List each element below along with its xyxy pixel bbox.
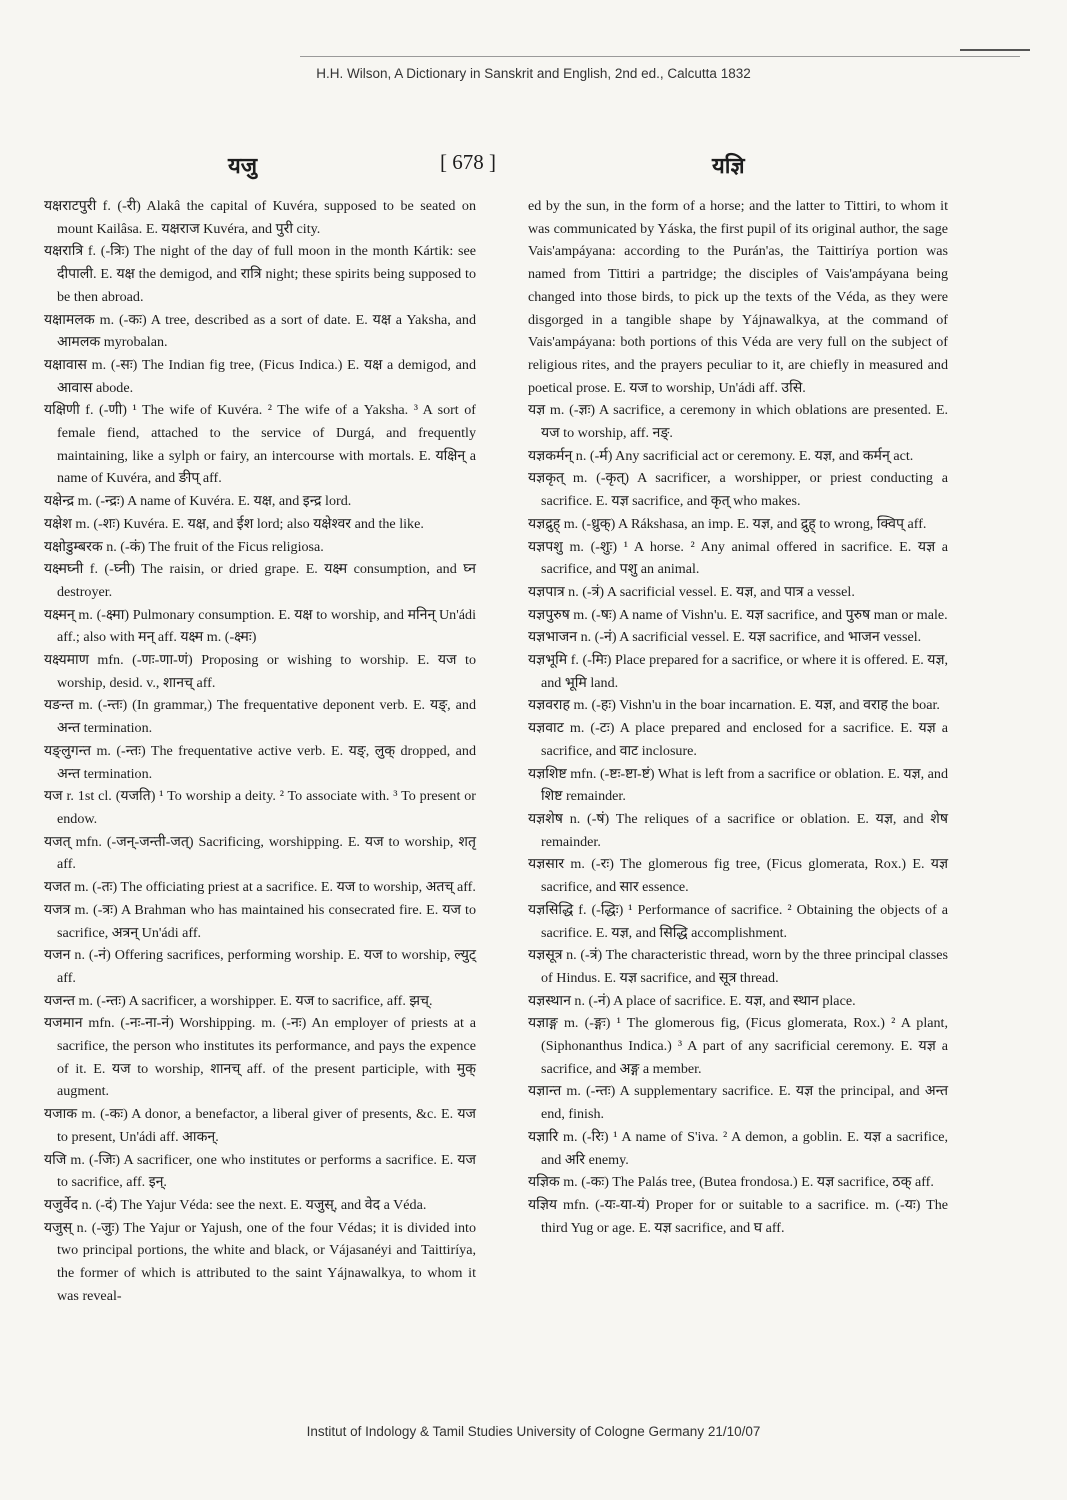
dictionary-entry: यजुर्वेद n. (-दं) The Yajur Véda: see the next. E. यजुस्, and वेद a Véda. <box>44 1196 427 1213</box>
dictionary-entry: यजन n. (-नं) Offering sacrifices, performing worship. E. यज to worship, ल्युट् aff. <box>44 947 476 986</box>
dictionary-entry: यक्षरात्रि f. (-त्रिः) The night of the day of full moon in the month Kártik: see दीपाली. E. यक्ष the demigod, and रात्रि night; these spirits being supposed to be then abroad. <box>44 243 476 305</box>
page-number: [ 678 ] <box>440 150 496 174</box>
dictionary-entry: यजमान mfn. (-नः-ना-नं) Worshipping. m. (-नः) An employer of priests at a sacrifice, the person who institutes its performance, and pays the expence of it. E. यज to worship, शानच् aff. of the present participle, with मुक् augment. <box>44 1015 476 1100</box>
dictionary-entry: यक्ष्यमाण mfn. (-णः-णा-णं) Proposing or wishing to worship. E. यज to worship, desid. v., शानच् aff. <box>44 652 476 691</box>
dictionary-entry: यजत् mfn. (-जन्-जन्ती-जत्) Sacrificing, worshipping. E. यज to worship, शतृ aff. <box>44 833 476 873</box>
scan-rule <box>300 56 1020 57</box>
dictionary-entry: यक्षावास m. (-सः) The Indian fig tree, (Ficus Indica.) E. यक्ष a demigod, and आवास abode. <box>44 356 476 396</box>
dictionary-entry: यज्ञ m. (-ज्ञः) A sacrifice, a ceremony in which oblations are presented. E. यज to worship, aff. नङ्. <box>528 402 948 442</box>
dictionary-entry: यज्ञपशु m. (-शुः) ¹ A horse. ² Any animal offered in sacrifice. E. यज्ञ a sacrifice, and पशु an animal. <box>528 538 948 578</box>
dictionary-entry: यजाक m. (-कः) A donor, a benefactor, a liberal giver of presents, &c. E. यज to present, Un'ádi aff. आकन्. <box>44 1106 476 1145</box>
dictionary-entry: यक्षेश m. (-शः) Kuvéra. E. यक्ष, and ईश lord; also यक्षेश्वर and the like. <box>44 515 424 532</box>
dictionary-entry: यजुस् n. (-जुः) The Yajur or Yajush, one of the four Védas; it is divided into two principal portions, the white and black, or Vájasanéyi and Taittiríya, the former of which is attributed to the saint Yájnawalkya, to whom it was reveal- <box>44 1219 476 1304</box>
right-column <box>528 195 948 1239</box>
dictionary-entry: यक्षिणी f. (-णी) ¹ The wife of Kuvéra. ² The wife of a Yaksha. ³ A sort of female fiend, attached to the service of Durgá, and frequently maintaining, like a sylph or fairy, an intercourse with mortals. E. यक्षिन् a name of Kuvéra, and ङीप् aff. <box>44 402 476 487</box>
dictionary-entry: यज्ञशेष n. (-षं) The reliques of a sacrifice or oblation. E. यज्ञ, and शेष remainder. <box>528 810 948 850</box>
left-headword: यजु <box>228 153 258 178</box>
dictionary-entry: यज्ञसार m. (-रः) The glomerous fig tree, (Ficus glomerata, Rox.) E. यज्ञ sacrifice, and सार essence. <box>528 856 948 896</box>
dictionary-entry: यक्ष्मन् m. (-क्ष्मा) Pulmonary consumption. E. यक्ष to worship, and मनिन् Un'ádi aff.; also with मन् aff. यक्ष्म m. (-क्ष्मः) <box>44 606 476 646</box>
dictionary-entry: यङ्लुगन्त m. (-न्तः) The frequentative active verb. E. यङ्, लुक् dropped, and अन्त termination. <box>44 742 476 782</box>
dictionary-entry: यज्ञाङ्ग m. (-ङ्गः) ¹ The glomerous fig, (Ficus glomerata, Rox.) ² A plant, (Siphonanthus Indica.) ³ A part of any sacrificial ceremony. E. यज्ञ a sacrifice, and अङ्ग a member. <box>528 1015 948 1077</box>
dictionary-entry: यक्षेन्द्र m. (-न्द्रः) A name of Kuvéra. E. यक्ष, and इन्द्र lord. <box>44 493 352 510</box>
dictionary-entry: यक्षोडुम्बरक n. (-कं) The fruit of the Ficus religiosa. <box>44 538 324 555</box>
dictionary-entry: यज्ञद्रुह् m. (-ध्रुक्) A Rákshasa, an imp. E. यज्ञ, and द्रुह् to wrong, क्विप् aff. <box>528 515 927 532</box>
dictionary-entry: यज्ञिय mfn. (-यः-या-यं) Proper for or suitable to a sacrifice. m. (-यः) The third Yug or age. E. यज्ञ sacrifice, and घ aff. <box>528 1196 948 1236</box>
source-header: H.H. Wilson, A Dictionary in Sanskrit and English, 2nd ed., Calcutta 1832 <box>316 66 751 81</box>
dictionary-entry: यज्ञकर्मन् n. (-र्म) Any sacrificial act or ceremony. E. यज्ञ, and कर्मन् act. <box>528 447 914 464</box>
left-column <box>44 195 476 1307</box>
scan-rule-mark <box>960 49 1030 51</box>
dictionary-entry: यजत m. (-तः) The officiating priest at a sacrifice. E. यज to worship, अतच् aff. <box>44 879 476 896</box>
dictionary-entry: यज्ञकृत् m. (-कृत्) A sacrificer, a worshipper, or priest conducting a sacrifice. E. यज्ञ sacrifice, and कृत् who makes. <box>528 470 948 510</box>
dictionary-entry: यज्ञपात्र n. (-त्रं) A sacrificial vessel. E. यज्ञ, and पात्र a vessel. <box>528 583 855 600</box>
dictionary-entry: यज्ञान्त m. (-न्तः) A supplementary sacrifice. E. यज्ञ the principal, and अन्त end, finish. <box>528 1083 948 1123</box>
right-headword: यज्ञि <box>712 153 745 178</box>
dictionary-entry: यज्ञवाट m. (-टः) A place prepared and enclosed for a sacrifice. E. यज्ञ a sacrifice, and वाट inclosure. <box>528 720 948 759</box>
dictionary-entry: यज r. 1st cl. (यजति) ¹ To worship a deity. ² To associate with. ³ To present or endow. <box>44 788 476 827</box>
dictionary-entry: यजि m. (-जिः) A sacrificer, one who institutes or performs a sacrifice. E. यज to sacrifice, aff. इन्. <box>44 1151 476 1191</box>
dictionary-entry: यज्ञारि m. (-रिः) ¹ A name of S'iva. ² A demon, a goblin. E. यज्ञ a sacrifice, and अरि enemy. <box>528 1128 948 1168</box>
dictionary-entry: यजन्त m. (-न्तः) A sacrificer, a worshipper. E. यज to sacrifice, aff. झच्. <box>44 992 433 1009</box>
dictionary-entry: यज्ञिक m. (-कः) The Palás tree, (Butea frondosa.) E. यज्ञ sacrifice, ठक् aff. <box>528 1174 934 1191</box>
dictionary-entry: यज्ञसूत्र n. (-त्रं) The characteristic thread, worn by the three principal classes of Hindus. E. यज्ञ sacrifice, and सूत्र thread. <box>528 947 948 986</box>
dictionary-entry: यज्ञस्थान n. (-नं) A place of sacrifice. E. यज्ञ, and स्थान place. <box>528 992 856 1009</box>
dictionary-entry: यज्ञपुरुष m. (-षः) A name of Vishn'u. E. यज्ञ sacrifice, and पुरुष man or male. <box>528 606 948 623</box>
dictionary-entry: यज्ञसिद्धि f. (-द्धिः) ¹ Performance of sacrifice. ² Obtaining the objects of a sacrifice. E. यज्ञ, and सिद्धि accomplishment. <box>528 901 948 941</box>
dictionary-entry: यक्ष्मघ्नी f. (-घ्नी) The raisin, or dried grape. E. यक्ष्म consumption, and घ्न destroyer. <box>44 561 476 600</box>
dictionary-entry: यज्ञभूमि f. (-मिः) Place prepared for a sacrifice, or where it is offered. E. यज्ञ, and भूमि land. <box>528 652 948 691</box>
dictionary-entry: यज्ञवराह m. (-हः) Vishn'u in the boar incarnation. E. यज्ञ, and वराह the boar. <box>528 697 940 714</box>
dictionary-entry: यक्षराटपुरी f. (-री) Alakâ the capital of Kuvéra, supposed to be seated on mount Kailâsa. E. यक्षराज Kuvéra, and पुरी city. <box>44 198 476 237</box>
dictionary-entry: यज्ञशिष्ट mfn. (-ष्टः-ष्टा-ष्टं) What is left from a sacrifice or oblation. E. यज्ञ, and शिष्ट remainder. <box>528 765 948 805</box>
dictionary-entry: यजत्र m. (-त्रः) A Brahman who has maintained his consecrated fire. E. यज to sacrifice, अत्रन् Un'ádi aff. <box>44 901 476 941</box>
dictionary-entry: यज्ञभाजन n. (-नं) A sacrificial vessel. E. यज्ञ sacrifice, and भाजन vessel. <box>528 629 922 646</box>
footer: Institut of Indology & Tamil Studies University of Cologne Germany 21/10/07 <box>306 1424 761 1439</box>
continuation-entry: ed by the sun, in the form of a horse; and the latter to Tittiri, to whom it was communicated by Yáska, the first pupil of its original author, the sage Vais'ampáyana: according to the Purán'as, the Taittiríya portion was named from Tittiri a partridge; the disciples of Vais'ampáyana being changed into those birds, to pick up the texts of the Véda, as they were disgorged in a tangible shape by Yájnawalkya, at the command of Vais'ampáyana: both portions of this Véda are very full on the subject of religious rites, and the prayers peculiar to it, are chiefly in measured and poetical prose. E. यज to worship, Un'ádi aff. उसि. <box>528 198 948 396</box>
dictionary-entry: यङन्त m. (-न्तः) (In grammar,) The frequentative deponent verb. E. यङ्, and अन्त termination. <box>44 697 476 737</box>
dictionary-entry: यक्षामलक m. (-कः) A tree, described as a sort of date. E. यक्ष a Yaksha, and आमलक myrobalan. <box>44 311 476 351</box>
